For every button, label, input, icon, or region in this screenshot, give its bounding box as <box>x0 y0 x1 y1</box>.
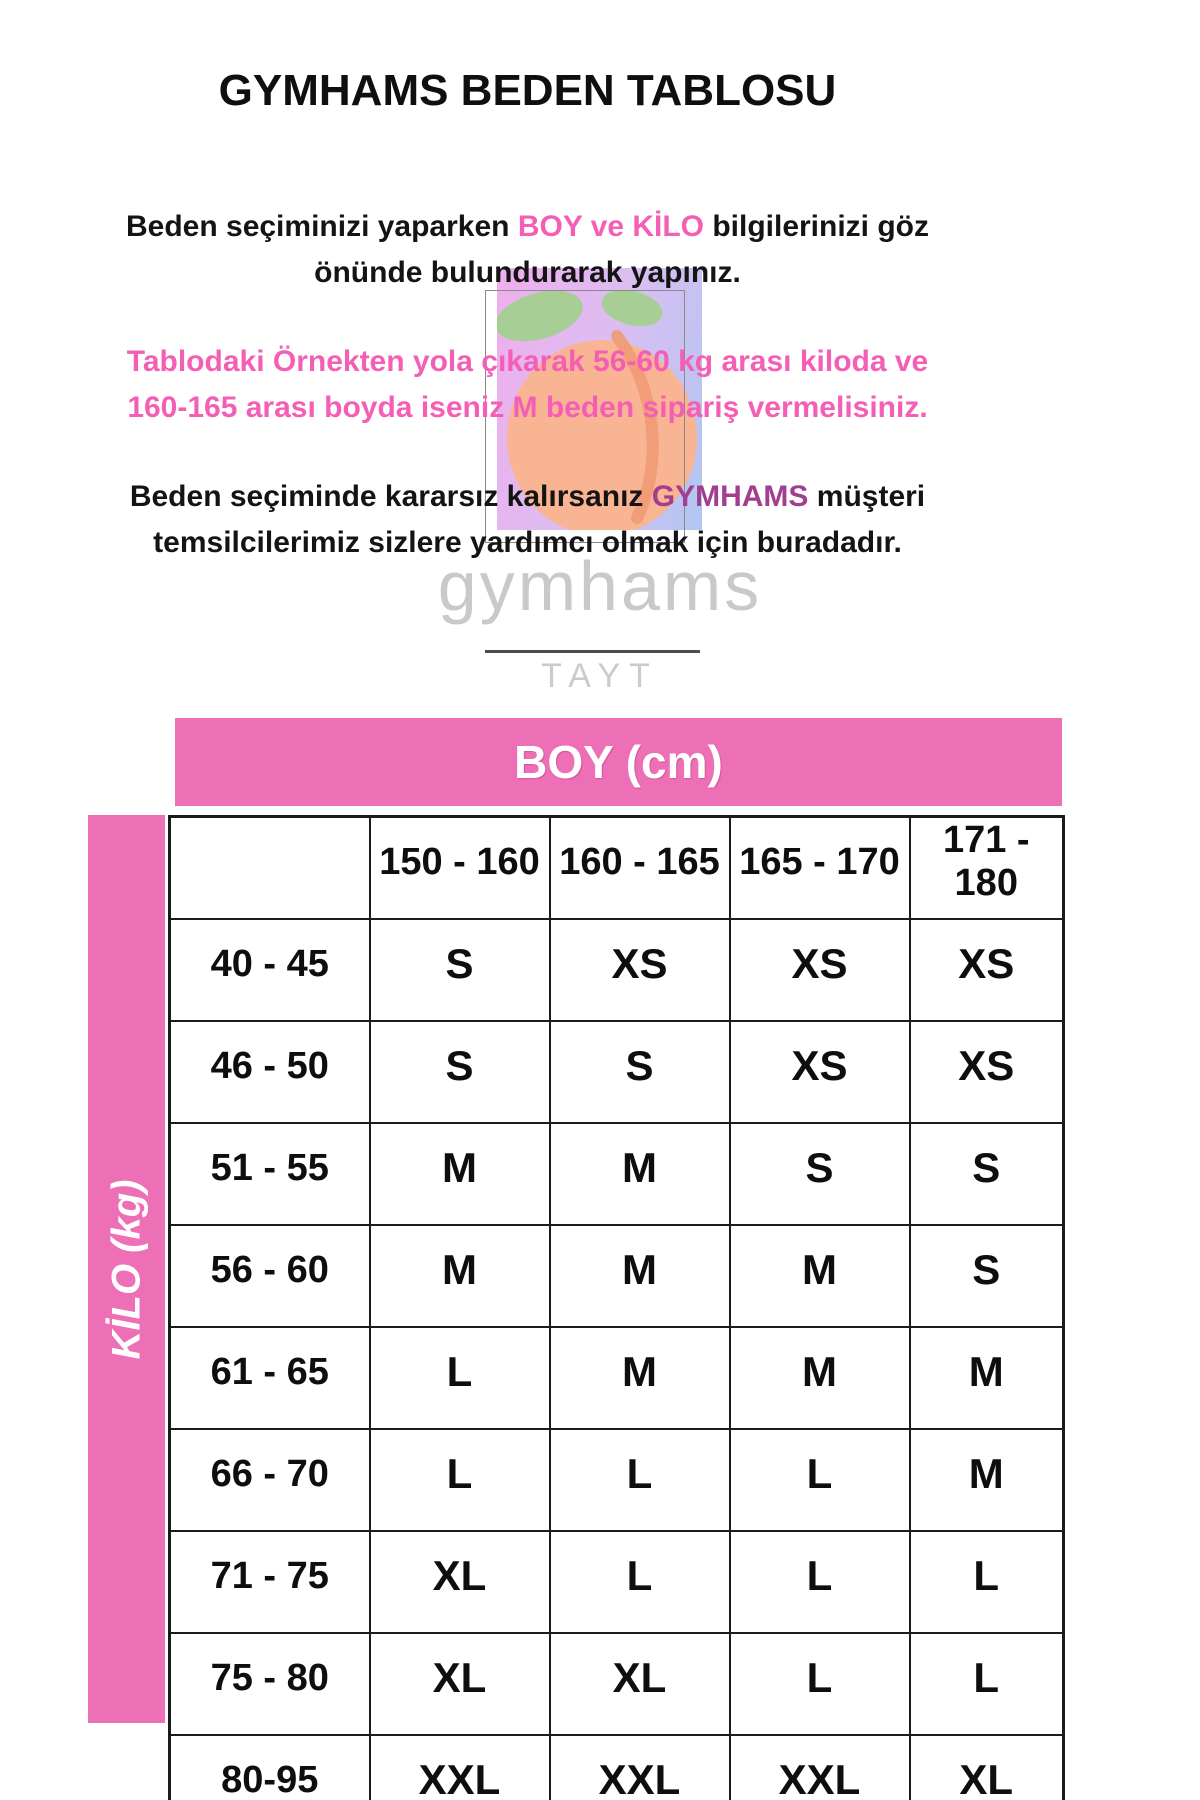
size-cell: M <box>550 1123 730 1225</box>
weight-range-cell: 40 - 45 <box>170 919 370 1021</box>
table-row <box>170 1633 1064 1735</box>
size-cell: XXL <box>550 1735 730 1800</box>
size-cell: S <box>730 1123 910 1225</box>
table-row <box>170 1327 1064 1429</box>
page-title: GYMHAMS BEDEN TABLOSU <box>218 66 837 115</box>
size-cell: L <box>550 1429 730 1531</box>
height-range-header: 160 - 165 <box>550 817 730 920</box>
height-range-header: 165 - 170 <box>730 817 910 920</box>
example-line2: 160-165 arası boyda iseniz M beden sipariş vermelisiniz. <box>127 391 928 424</box>
size-cell: S <box>370 1021 550 1123</box>
size-cell: M <box>730 1225 910 1327</box>
size-cell: XXL <box>730 1735 910 1800</box>
size-cell: L <box>550 1531 730 1633</box>
table-row <box>170 1735 1064 1800</box>
size-cell: M <box>730 1327 910 1429</box>
corner-cell <box>170 817 370 920</box>
weight-range-cell: 61 - 65 <box>170 1327 370 1429</box>
intro-line1-pre: Beden seçiminizi yaparken <box>125 210 518 243</box>
table-row <box>170 1021 1064 1123</box>
size-cell: XS <box>550 919 730 1021</box>
size-cell: XXL <box>370 1735 550 1800</box>
weight-range-cell: 75 - 80 <box>170 1633 370 1735</box>
size-cell: XL <box>910 1735 1064 1800</box>
table-row <box>170 1429 1064 1531</box>
size-cell: L <box>370 1429 550 1531</box>
size-cell: L <box>910 1531 1064 1633</box>
size-cell: XL <box>370 1531 550 1633</box>
size-table <box>168 815 1065 1800</box>
size-cell: L <box>910 1633 1064 1735</box>
table-row <box>170 1123 1064 1225</box>
size-cell: XS <box>730 919 910 1021</box>
example-line1: Tablodaki Örnekten yola çıkarak 56-60 kg arası kiloda ve <box>126 345 929 378</box>
support-line1-post: müşteri <box>808 480 926 513</box>
support-line2: temsilcilerimiz sizlere yardımcı olmak için buradadır. <box>153 526 902 559</box>
brand-watermark: gymhams <box>437 547 763 625</box>
boy-kilo-accent: BOY ve KİLO <box>517 210 704 243</box>
size-cell: M <box>550 1327 730 1429</box>
height-range-header: 171 - 180 <box>910 817 1064 920</box>
intro-line1-post: bilgilerinizi göz <box>704 210 929 243</box>
weight-range-cell: 46 - 50 <box>170 1021 370 1123</box>
size-cell: L <box>730 1633 910 1735</box>
intro-line1 <box>126 210 929 243</box>
size-cell: S <box>910 1225 1064 1327</box>
size-cell: XL <box>370 1633 550 1735</box>
height-group-header <box>175 718 1062 806</box>
size-cell: M <box>910 1327 1064 1429</box>
size-cell: L <box>730 1429 910 1531</box>
gymhams-accent: GYMHAMS <box>651 480 809 513</box>
size-cell: M <box>910 1429 1064 1531</box>
size-cell: S <box>910 1123 1064 1225</box>
weight-group-header <box>88 815 165 1723</box>
size-cell: XS <box>730 1021 910 1123</box>
size-cell: L <box>370 1327 550 1429</box>
table-row <box>170 919 1064 1021</box>
brand-watermark-sub: TAYT <box>541 657 659 695</box>
size-cell: XL <box>550 1633 730 1735</box>
weight-range-cell: 51 - 55 <box>170 1123 370 1225</box>
size-cell: L <box>730 1531 910 1633</box>
weight-range-cell: 71 - 75 <box>170 1531 370 1633</box>
size-cell: S <box>370 919 550 1021</box>
table-row <box>170 1531 1064 1633</box>
column-header-row <box>170 817 1064 920</box>
intro-line2: önünde bulundurarak yapınız. <box>314 256 741 289</box>
size-cell: M <box>370 1123 550 1225</box>
height-range-header: 150 - 160 <box>370 817 550 920</box>
support-line1-pre: Beden seçiminde kararsız kalırsanız <box>129 480 652 513</box>
table-row <box>170 1225 1064 1327</box>
weight-range-cell: 80-95 <box>170 1735 370 1800</box>
watermark-divider <box>485 650 700 653</box>
intro-paragraph <box>0 204 1055 296</box>
size-cell: M <box>550 1225 730 1327</box>
size-cell: XS <box>910 1021 1064 1123</box>
weight-range-cell: 56 - 60 <box>170 1225 370 1327</box>
size-cell: M <box>370 1225 550 1327</box>
size-cell: S <box>550 1021 730 1123</box>
height-group-label: BOY (cm) <box>514 736 723 788</box>
support-line1 <box>130 480 925 513</box>
example-paragraph <box>0 339 1055 431</box>
size-cell: XS <box>910 919 1064 1021</box>
weight-group-label: KİLO (kg) <box>104 1179 149 1359</box>
weight-range-cell: 66 - 70 <box>170 1429 370 1531</box>
